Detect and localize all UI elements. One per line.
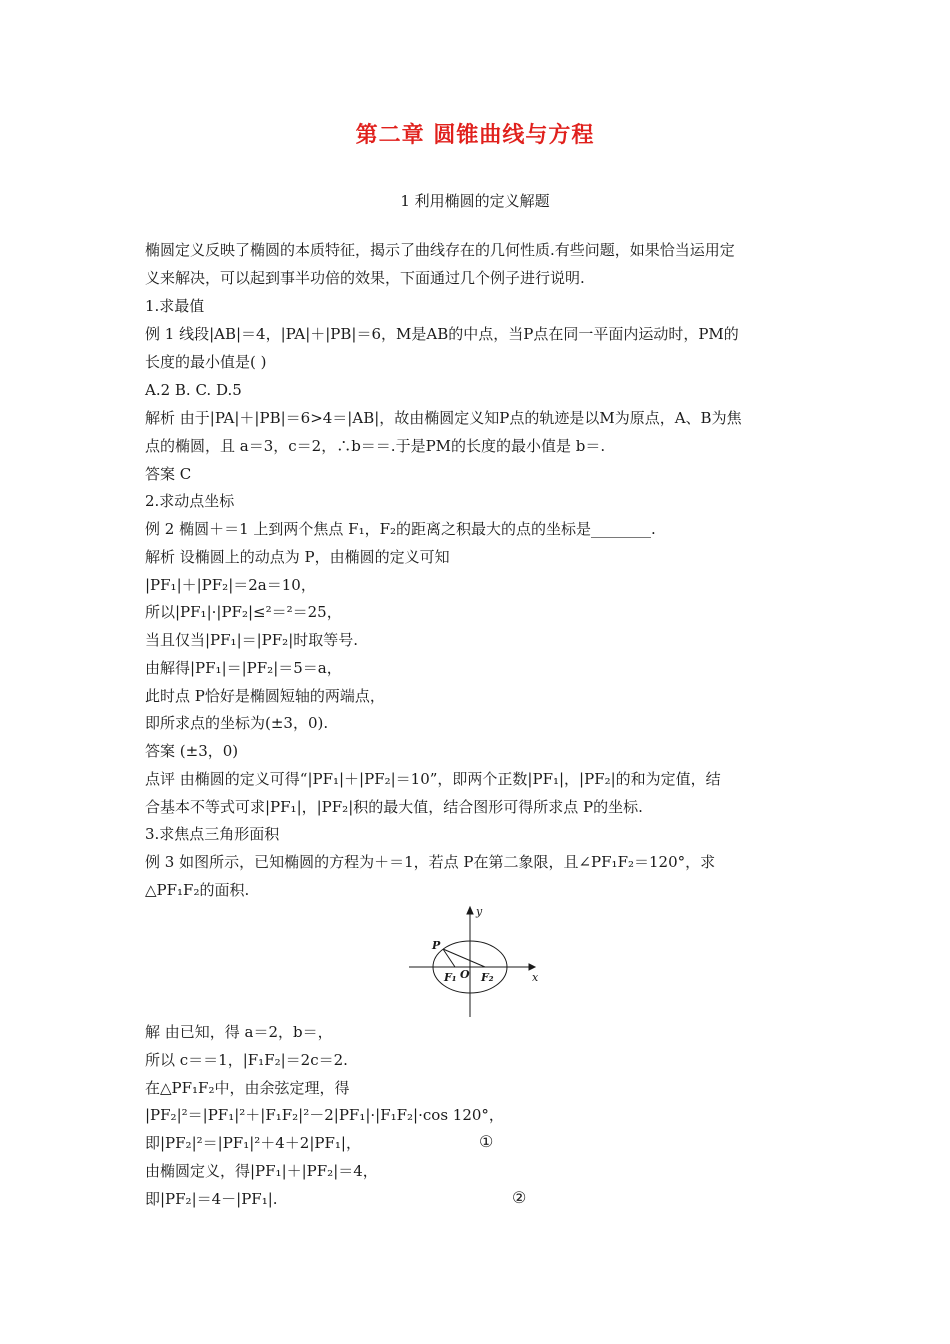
text-line: △PF₁F₂的面积. [145, 881, 250, 899]
y-axis-label: y [476, 905, 483, 918]
text-line: 解析 设椭圆上的动点为 P，由椭圆的定义可知 [145, 548, 450, 566]
equation-marker-2: ② [512, 1188, 527, 1207]
text-line: 所以|PF₁|·|PF₂|≤²＝²＝25， [145, 603, 342, 621]
y-axis-arrow [467, 907, 473, 914]
text-line: 答案 (±3，0) [145, 742, 239, 760]
text-line: 所以 c＝＝1，|F₁F₂|＝2c＝2. [145, 1051, 348, 1069]
x-axis-arrow [529, 964, 535, 970]
focus-f1-label: F₁ [444, 971, 457, 984]
text-line: 椭圆定义反映了椭圆的本质特征，揭示了曲线存在的几何性质.有些问题，如果恰当运用定 [145, 241, 735, 259]
section-title: 1 利用椭圆的定义解题 [400, 192, 550, 210]
text-line: 点评 由椭圆的定义可得“|PF₁|＋|PF₂|＝10”，即两个正数|PF₁|，|PF₂|的和为定值，结 [145, 770, 721, 788]
text-line: 例 2 椭圆＋＝1 上到两个焦点 F₁，F₂的距离之积最大的点的坐标是________. [145, 520, 656, 538]
text-line: 解 由已知，得 a＝2，b＝， [145, 1023, 333, 1041]
ellipse-figure [405, 905, 555, 1020]
point-p-label: P [432, 939, 441, 952]
chapter-title: 第二章 圆锥曲线与方程 [355, 123, 595, 148]
equation-marker-1: ① [479, 1132, 494, 1151]
text-line: A.2 B. C. D.5 [145, 381, 242, 399]
text-line: 1.求最值 [145, 297, 205, 315]
text-line: |PF₁|＋|PF₂|＝2a＝10， [145, 576, 316, 594]
text-line: 答案 C [145, 465, 192, 483]
text-line: 义来解决，可以起到事半功倍的效果，下面通过几个例子进行说明. [145, 269, 585, 287]
text-line: 此时点 P恰好是椭圆短轴的两端点， [145, 687, 385, 705]
text-line: 即|PF₂|＝4－|PF₁|. [145, 1190, 278, 1208]
text-line: 例 3 如图所示，已知椭圆的方程为＋＝1，若点 P在第二象限，且∠PF₁F₂＝120°，求 [145, 853, 716, 871]
origin-label: O [460, 968, 470, 981]
text-line: 2.求动点坐标 [145, 492, 235, 510]
text-line: 例 1 线段|AB|＝4，|PA|＋|PB|＝6，M是AB的中点，当P点在同一平面内运动时，PM的 [145, 325, 739, 343]
text-line: 点的椭圆，且 a＝3，c＝2，∴b＝＝.于是PM的长度的最小值是 b＝. [145, 437, 606, 455]
text-line: 在△PF₁F₂中，由余弦定理，得 [145, 1079, 350, 1097]
text-line: 当且仅当|PF₁|＝|PF₂|时取等号. [145, 631, 359, 649]
text-line: 即|PF₂|²＝|PF₁|²＋4＋2|PF₁|， [145, 1134, 361, 1152]
text-line: 即所求点的坐标为(±3，0). [145, 714, 329, 732]
text-line: 长度的最小值是( ) [145, 353, 267, 371]
text-line: |PF₂|²＝|PF₁|²＋|F₁F₂|²－2|PF₁|·|F₁F₂|·cos 120°， [145, 1106, 504, 1124]
focus-f2-label: F₂ [481, 971, 494, 984]
text-line: 解析 由于|PA|＋|PB|＝6>4＝|AB|，故由椭圆定义知P点的轨迹是以M为原点，A、B为焦 [145, 409, 742, 427]
text-line: 3.求焦点三角形面积 [145, 825, 280, 843]
text-line: 由解得|PF₁|＝|PF₂|＝5＝a， [145, 659, 342, 677]
x-axis-label: x [532, 971, 539, 984]
text-line: 合基本不等式可求|PF₁|，|PF₂|积的最大值，结合图形可得所求点 P的坐标. [145, 798, 643, 816]
text-line: 由椭圆定义，得|PF₁|＋|PF₂|＝4， [145, 1162, 378, 1180]
